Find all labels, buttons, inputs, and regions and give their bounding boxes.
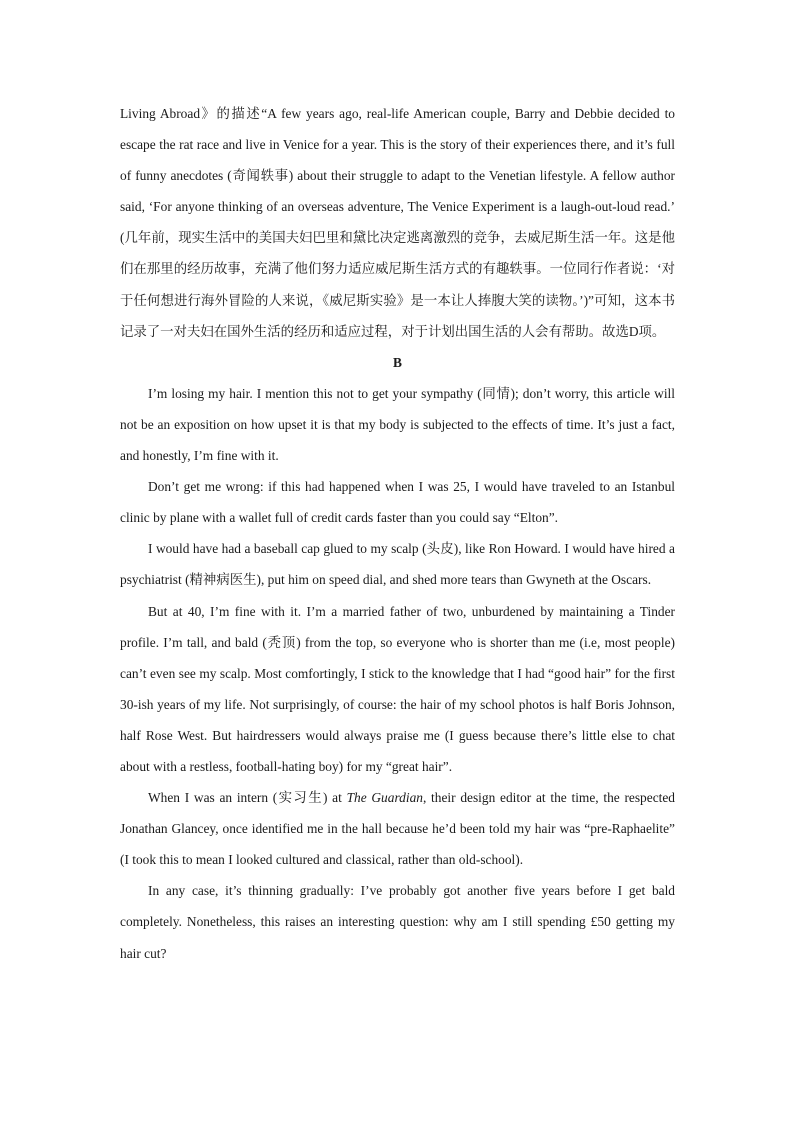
article-paragraph-3: I would have had a baseball cap glued to my scalp (头皮), like Ron Howard. I would have hired a psychiatrist (精神病医生), put him on speed dial, and shed more tears than Gwyneth at the Oscars.	[120, 541, 675, 588]
section-heading: B	[393, 354, 402, 370]
answer-explanation-paragraph: Living Abroad》的描述“A few years ago, real-life American couple, Barry and Debbie decided to escape the rat race and live in Venice for a year. This is the story of their experiences there, and it’s full of funny anecdotes (奇闻轶事) about their struggle to adapt to the Venetian lifestyle. A fellow author said, ‘For anyone thinking of an overseas adventure, The Venice Experiment is a laugh-out-loud read.’ (几年前，现实生活中的美国夫妇巴里和黛比决定逃离激烈的竞争，去威尼斯生活一年。这是他们在那里的经历故事，充满了他们努力适应威尼斯生活方式的有趣轶事。一位同行作者说：‘对于任何想进行海外冒险的人来说，《威尼斯实验》是一本让人捧腹大笑的读物。’)”可知，这本书记录了一对夫妇在国外生活的经历和适应过程，对于计划出国生活的人会有帮助。故选D项。	[120, 106, 675, 339]
article-paragraph-4: But at 40, I’m fine with it. I’m a married father of two, unburdened by maintaining a Tinder profile. I’m tall, and bald (秃顶) from the top, so everyone who is shorter than me (i.e, most people) can’t even see my scalp. Most comfortingly, I stick to the knowledge that I had “good hair” for the first 30-ish years of my life. Not surprisingly, of course: the hair of my school photos is half Boris Johnson, half Rose West. But hairdressers would always praise me (I guess because there’s little else to chat about with a restless, football-hating boy) for my “great hair”.	[120, 603, 675, 774]
article-paragraph-6: In any case, it’s thinning gradually: I’ve probably got another five years before I get bald completely. Nonetheless, this raises an interesting question: why am I still spending £50 getting my hair cut?	[120, 883, 675, 961]
publication-title: The Guardian	[346, 790, 423, 806]
document-page	[120, 98, 675, 969]
article-paragraph-1: I’m losing my hair. I mention this not to get your sympathy (同情); don’t worry, this article will not be an exposition on how upset it is that my body is subjected to the effects of time. It’s just a fact, and honestly, I’m fine with it.	[120, 385, 675, 464]
article-paragraph-2: Don’t get me wrong: if this had happened when I was 25, I would have traveled to an Istanbul clinic by plane with a wallet full of credit cards faster than you could say “Elton”.	[120, 479, 675, 526]
paragraph-5-text-before: When I was an intern (实习生) at	[148, 790, 347, 806]
paragraph-5-text-after: , their design editor at the time, the respected Jonathan Glancey, once identified me in the hall because he’d been told my hair was “pre-Raphaelite” (I took this to mean I looked cultured and classical, rather than old-school).	[120, 790, 675, 868]
article-paragraph-5	[120, 782, 675, 875]
